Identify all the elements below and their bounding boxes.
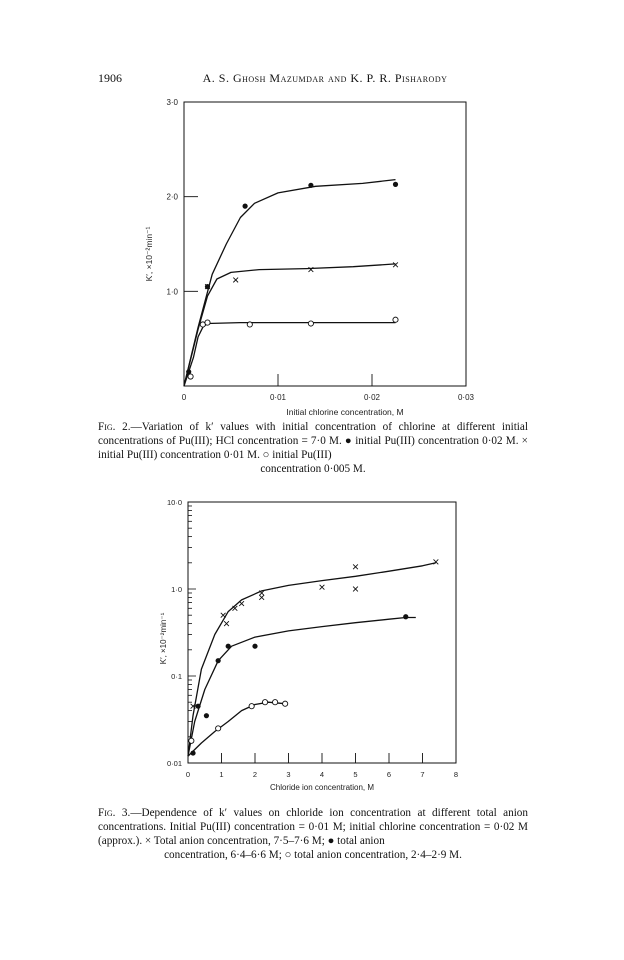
figure-3-x-tick-label: 4 bbox=[319, 770, 325, 779]
figure-3-caption-label: Fig. 3. bbox=[98, 807, 131, 819]
figure-2-x-axis-label: Initial chlorine concentration, M bbox=[286, 407, 404, 417]
figure-3-series-1-point bbox=[239, 601, 244, 606]
figure-3-series-3-curve bbox=[188, 702, 285, 756]
figure-3-series-1-point bbox=[353, 564, 358, 569]
figure-3-series-2-point bbox=[226, 644, 231, 649]
figure-2-x-tick-label: 0·03 bbox=[457, 393, 475, 402]
figure-3-series-3-point bbox=[283, 701, 288, 706]
figure-3-series-3-point bbox=[216, 726, 221, 731]
figure-3-series-2-curve bbox=[188, 618, 416, 757]
figure-3-series-2-point bbox=[195, 704, 200, 709]
figure-3-x-tick-label: 6 bbox=[386, 770, 392, 779]
figure-2-y-axis-label: K′, ×10⁻²min⁻¹ bbox=[144, 226, 154, 282]
figure-3-series-1-point bbox=[320, 585, 325, 590]
figure-3-y-tick-label: 0·01 bbox=[166, 759, 182, 768]
figure-3-y-axis-label: K′, ×10⁻²min⁻¹ bbox=[159, 612, 168, 665]
figure-3-x-tick-label: 3 bbox=[286, 770, 291, 779]
figure-3-x-tick-label: 2 bbox=[252, 770, 258, 779]
figure-2-x-tick-label: 0·01 bbox=[269, 393, 287, 402]
figure-3-series-3-point bbox=[262, 700, 267, 705]
figure-3-frame bbox=[188, 502, 456, 763]
figure-3-caption bbox=[98, 806, 528, 862]
figure-3-caption-last-line: concentration, 6·4–6·6 M; ○ total anion concentration, 2·4–2·9 M. bbox=[164, 849, 462, 861]
figure-3-x-tick-label: 7 bbox=[420, 770, 425, 779]
figure-2-caption bbox=[98, 420, 528, 476]
figure-3-x-tick-label: 8 bbox=[453, 770, 459, 779]
figure-3-series-1-point bbox=[434, 559, 439, 564]
figure-3-y-tick-label: 10·0 bbox=[166, 498, 182, 507]
figure-3-series-3-point bbox=[249, 704, 254, 709]
figure-3-x-tick-label: 5 bbox=[353, 770, 358, 779]
figure-3-series-1-point bbox=[259, 595, 264, 600]
figure-3-series-1-point bbox=[224, 621, 229, 626]
figure-3-series-2-point bbox=[204, 713, 209, 718]
figure-3-series-3-point bbox=[189, 738, 194, 743]
figure-3-series-1-point bbox=[233, 606, 238, 611]
figure-3-y-tick-label: 0·1 bbox=[171, 672, 182, 681]
figure-3-x-tick-label: 1 bbox=[219, 770, 224, 779]
figure-2-x-tick-label: 0·02 bbox=[363, 393, 381, 402]
figure-3-series-3-point bbox=[273, 700, 278, 705]
figure-3-y-tick-label: 1·0 bbox=[171, 585, 182, 594]
figure-2-y-tick-label: 3·0 bbox=[166, 98, 178, 107]
figure-3-series-1-point bbox=[353, 587, 358, 592]
running-head: A. S. Ghosh Mazumdar and K. P. R. Pisharody bbox=[202, 71, 448, 85]
figure-3-series-2-point bbox=[216, 658, 221, 663]
figure-3-series-1-curve bbox=[188, 563, 436, 756]
figure-3-series-2-point bbox=[403, 614, 408, 619]
page-number: 1906 bbox=[98, 71, 122, 85]
figure-2-y-tick-label: 2·0 bbox=[166, 192, 178, 202]
figure-3-series-1-point bbox=[221, 613, 226, 618]
figure-2-x-tick-label: 0 bbox=[181, 393, 187, 402]
figure-3-x-axis-label: Chloride ion concentration, M bbox=[269, 783, 375, 792]
figure-3-series-2-point bbox=[252, 644, 257, 649]
figure-3-caption-body: —Dependence of k′ values on chloride ion concentration at different total anion concentrations. Initial Pu(III) concentration = 0·01 M; initial chlorine concentration = 0·02 M (approx.). × Total anion concentration, 7·5–7·6 M; ● total anion bbox=[98, 807, 528, 847]
figure-2-caption-last-line: concentration 0·005 M. bbox=[260, 463, 366, 475]
figure-2-caption-body: —Variation of k′ values with initial concentration of chlorine at different initial concentrations of Pu(III); HCl concentration = 7·0 M. ● initial Pu(III) concentration 0·02 M. × initial Pu(III) concentration 0·01 M. ○ initial Pu(III) bbox=[98, 421, 528, 461]
figure-3-x-tick-label: 0 bbox=[185, 770, 191, 779]
figure-2-y-tick-label: 1·0 bbox=[166, 287, 178, 297]
figure-2-caption-label: Fig. 2. bbox=[98, 421, 131, 433]
